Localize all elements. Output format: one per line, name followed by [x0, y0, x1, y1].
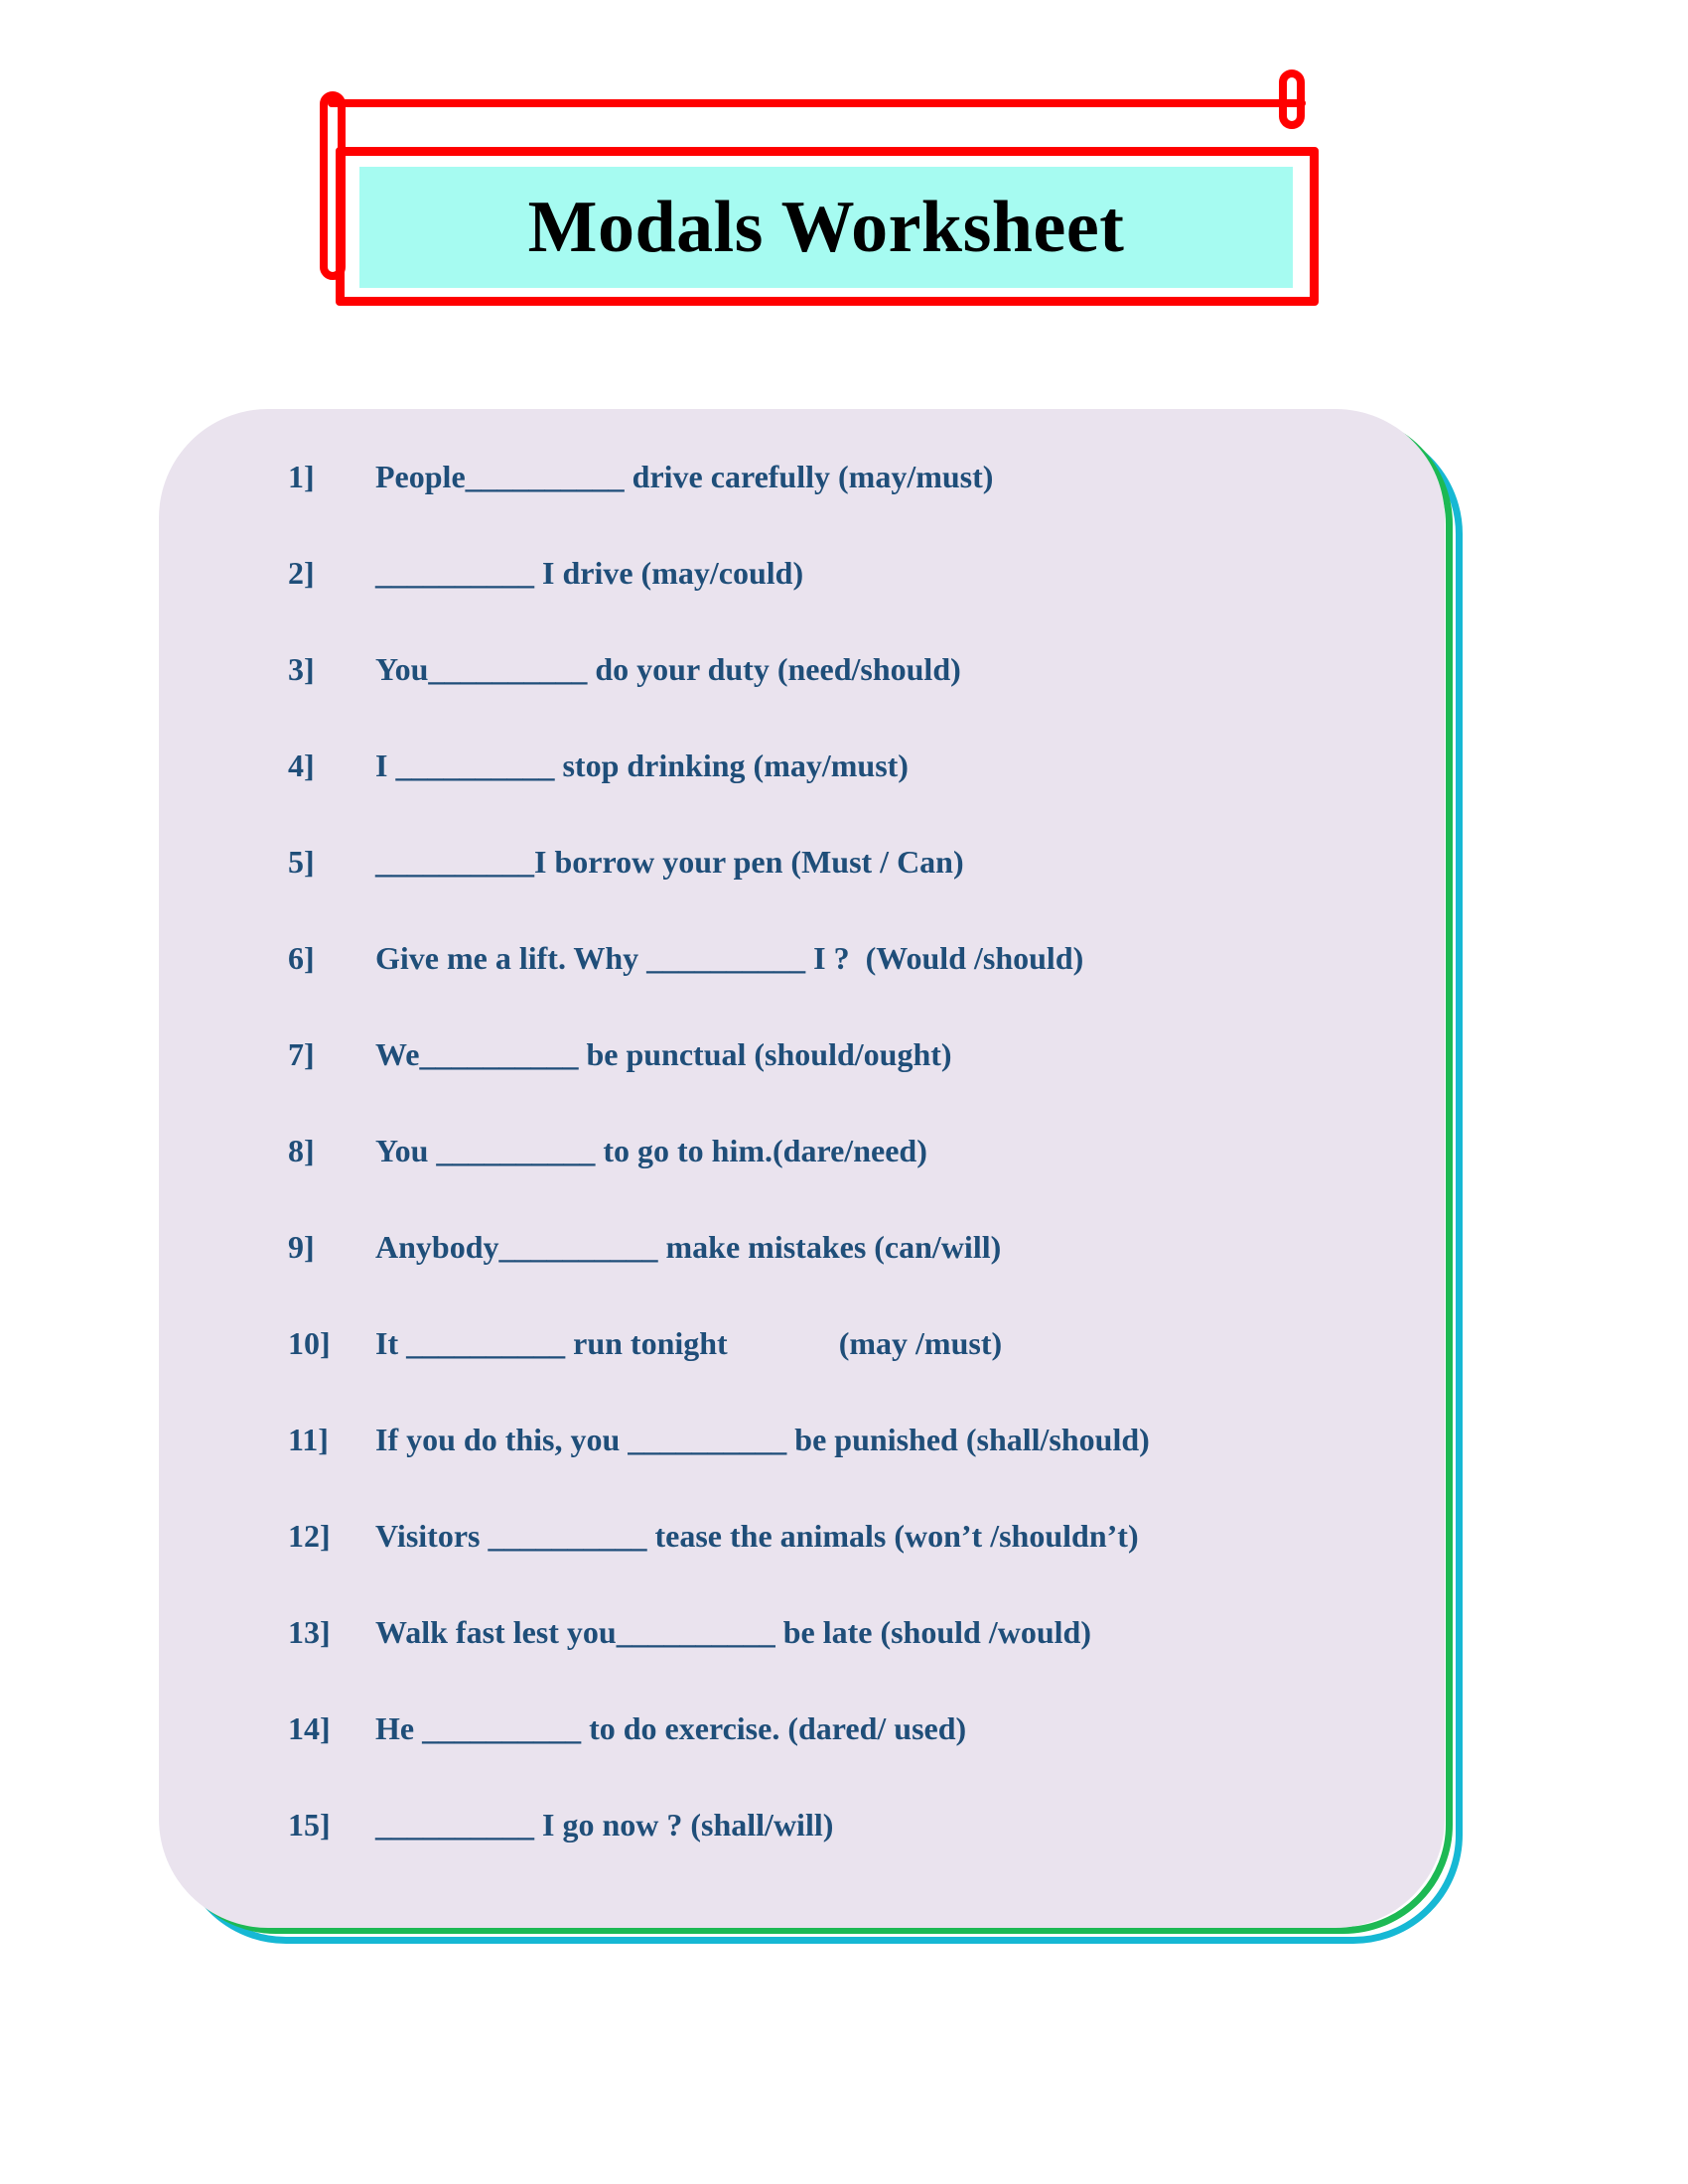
question-row [159, 1229, 1445, 1325]
question-number: 7] [288, 1036, 315, 1072]
question-text: Give me a lift. Why __________ I ? (Would /should) [375, 940, 1084, 976]
question-number: 6] [288, 940, 315, 976]
question-text: __________ I go now ? (shall/will) [375, 1807, 834, 1843]
question-row [159, 555, 1445, 651]
question-number: 13] [288, 1614, 331, 1650]
question-number: 1] [288, 459, 315, 494]
question-row [159, 940, 1445, 1036]
title-banner [328, 109, 1331, 308]
question-text: Walk fast lest you__________ be late (should /would) [375, 1614, 1091, 1650]
title-plate [359, 167, 1293, 288]
question-row [159, 844, 1445, 940]
question-number: 14] [288, 1710, 331, 1746]
banner-rod-line-icon [328, 99, 1306, 107]
question-text: People__________ drive carefully (may/must) [375, 459, 994, 494]
question-number: 2] [288, 555, 315, 591]
question-row [159, 1807, 1445, 1903]
question-text: I __________ stop drinking (may/must) [375, 748, 909, 783]
question-text: __________I borrow your pen (Must / Can) [375, 844, 964, 880]
worksheet-card [159, 409, 1445, 1928]
banner-left-curl-icon [320, 91, 346, 280]
question-number: 11] [288, 1422, 329, 1457]
question-list [159, 409, 1445, 1903]
banner-right-curl-icon [1279, 69, 1305, 129]
question-row [159, 459, 1445, 555]
question-number: 3] [288, 651, 315, 687]
question-row [159, 1036, 1445, 1133]
question-text: It __________ run tonight (may /must) [375, 1325, 1003, 1361]
question-row [159, 1710, 1445, 1807]
question-text: He __________ to do exercise. (dared/ used) [375, 1710, 967, 1746]
question-text: If you do this, you __________ be punished (shall/should) [375, 1422, 1150, 1457]
question-row [159, 748, 1445, 844]
question-text: You __________ to go to him.(dare/need) [375, 1133, 927, 1168]
question-number: 15] [288, 1807, 331, 1843]
question-text: You__________ do your duty (need/should) [375, 651, 961, 687]
question-number: 9] [288, 1229, 315, 1265]
question-number: 5] [288, 844, 315, 880]
question-text: __________ I drive (may/could) [375, 555, 804, 591]
page-title: Modals Worksheet [527, 186, 1125, 268]
question-row [159, 1518, 1445, 1614]
question-row [159, 1422, 1445, 1518]
question-row [159, 1133, 1445, 1229]
question-row [159, 1325, 1445, 1422]
question-number: 8] [288, 1133, 315, 1168]
question-row [159, 651, 1445, 748]
question-text: Visitors __________ tease the animals (won’t /shouldn’t) [375, 1518, 1139, 1554]
question-row [159, 1614, 1445, 1710]
question-text: Anybody__________ make mistakes (can/will) [375, 1229, 1002, 1265]
question-number: 10] [288, 1325, 331, 1361]
question-number: 4] [288, 748, 315, 783]
question-text: We__________ be punctual (should/ought) [375, 1036, 952, 1072]
question-number: 12] [288, 1518, 331, 1554]
